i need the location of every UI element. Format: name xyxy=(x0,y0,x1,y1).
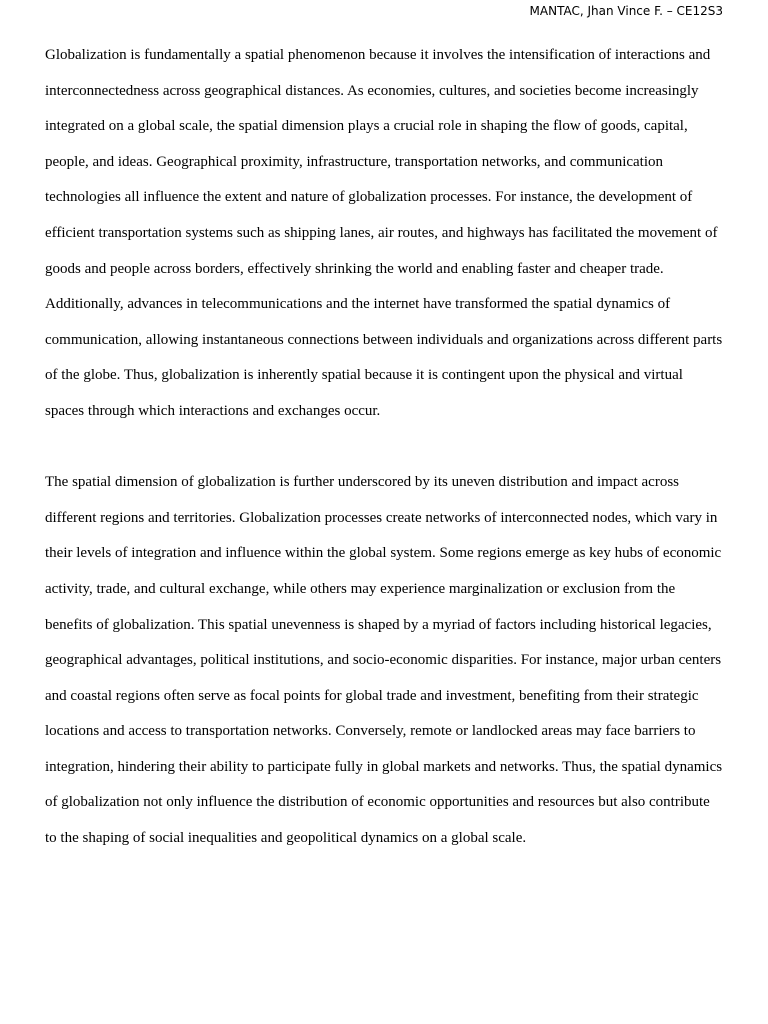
page-header-author: MANTAC, Jhan Vince F. – CE12S3 xyxy=(529,4,723,18)
document-body xyxy=(45,38,723,857)
paragraph-1: Globalization is fundamentally a spatial phenomenon because it involves the intensification of interactions and interconnectedness across geographical distances. As economies, cultures, and societies become increasingly integrated on a global scale, the spatial dimension plays a crucial role in shaping the flow of goods, capital, people, and ideas. Geographical proximity, infrastructure, transportation networks, and communication technologies all influence the extent and nature of globalization processes. For instance, the development of efficient transportation systems such as shipping lanes, air routes, and highways has facilitated the movement of goods and people across borders, effectively shrinking the world and enabling faster and cheaper trade. Additionally, advances in telecommunications and the internet have transformed the spatial dynamics of communication, allowing instantaneous connections between individuals and organizations across different parts of the globe. Thus, globalization is inherently spatial because it is contingent upon the physical and virtual spaces through which interactions and exchanges occur. xyxy=(45,47,723,419)
paragraph-2: The spatial dimension of globalization is further underscored by its uneven distribution and impact across different regions and territories. Globalization processes create networks of interconnected nodes, which vary in their levels of integration and influence within the global system. Some regions emerge as key hubs of economic activity, trade, and cultural exchange, while others may experience marginalization or exclusion from the benefits of globalization. This spatial unevenness is shaped by a myriad of factors including historical legacies, geographical advantages, political institutions, and socio-economic disparities. For instance, major urban centers and coastal regions often serve as focal points for global trade and investment, benefiting from their strategic locations and access to transportation networks. Conversely, remote or landlocked areas may face barriers to integration, hindering their ability to participate fully in global markets and networks. Thus, the spatial dynamics of globalization not only influence the distribution of economic opportunities and resources but also contribute to the shaping of social inequalities and geopolitical dynamics on a global scale. xyxy=(45,474,723,847)
